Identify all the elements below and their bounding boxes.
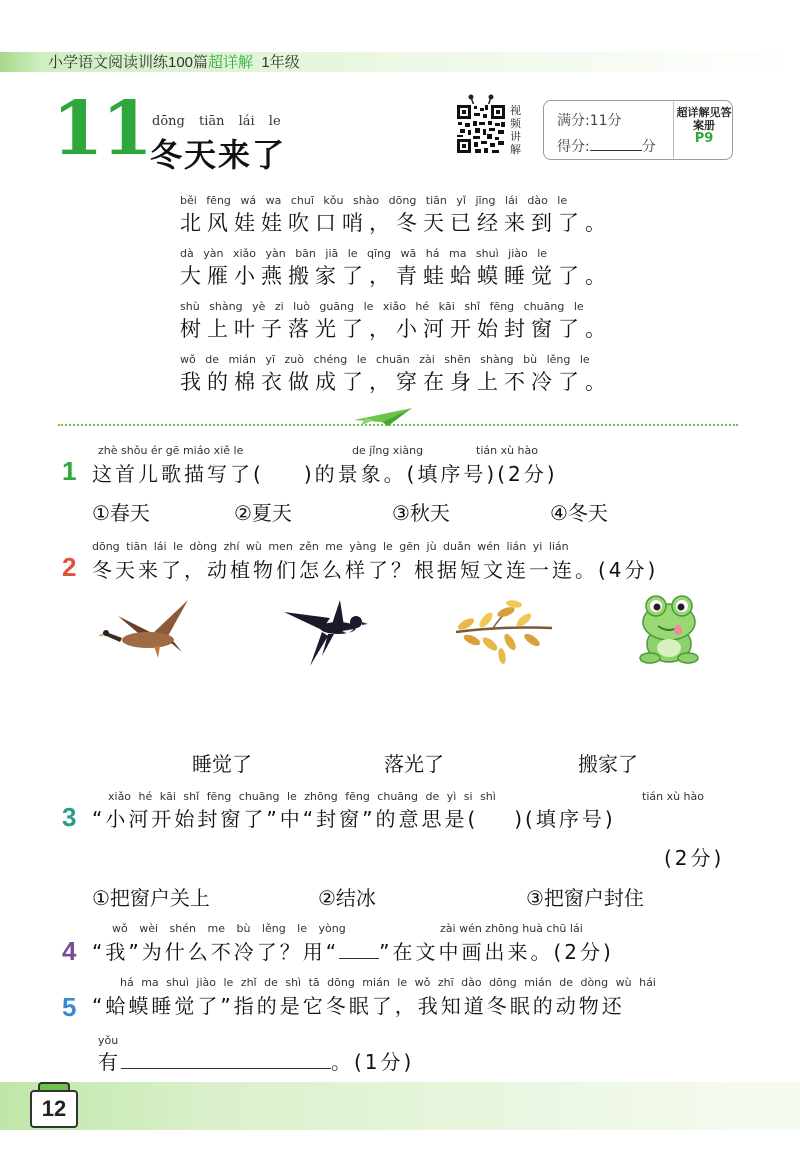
q3-text-a: “小河开始封窗了”中“封窗”的意思是(	[92, 807, 479, 831]
q5-text-b2: 。(1分)	[331, 1050, 415, 1074]
header-grade: 1年级	[261, 54, 300, 71]
header-accent: 超详解	[208, 54, 254, 71]
question-2-text: 冬天来了，动植物们怎么样了？根据短文连一连。(4分)	[92, 558, 659, 582]
poem-pinyin: wǒ de mián yī zuò chéng le chuān zài shēn shàng bù lěng le	[180, 353, 590, 366]
frog-icon	[636, 592, 702, 666]
q1-text-b: )的景象。(填序号)(2分)	[303, 462, 558, 486]
q3-text-b: )(填序号)	[514, 807, 616, 831]
question-2-number: 2	[62, 552, 77, 582]
q3-pinyin-b: tián xù hào	[642, 790, 704, 803]
q4-answer-blank[interactable]	[339, 958, 379, 959]
q2-choice-1[interactable]: 睡觉了	[192, 752, 252, 776]
score-divider	[673, 102, 674, 158]
page-number: 12	[30, 1090, 78, 1128]
q3-option-1: ①把窗户关上	[92, 886, 210, 910]
q5-pinyin-a: há ma shuì jiào le zhǐ de shì tā dōng mián le wǒ zhī dào dōng mián de dòng wù hái	[120, 976, 656, 989]
poem-line-3	[180, 300, 620, 343]
q3-option-3: ③把窗户封住	[526, 886, 644, 910]
question-4-text	[92, 936, 614, 965]
question-5-number: 5	[62, 992, 77, 1022]
q1-text-a: 这首儿歌描写了(	[92, 462, 264, 486]
score-got-label: 得分:	[557, 139, 590, 155]
q1-pinyin-c: tián xù hào	[476, 444, 538, 457]
full-score: 满分:11分	[557, 113, 622, 129]
q4-text-b: ”在文中画出来。(2分)	[379, 940, 614, 964]
qr-label: 视频讲解	[510, 104, 521, 156]
poem-text: 北风娃娃吹口哨，冬天已经来到了。	[180, 211, 612, 235]
q3-option-2: ②结冰	[318, 886, 376, 910]
q3-pinyin-a: xiǎo hé kāi shǐ fēng chuāng le zhōng fēng chuāng de yì si shì	[108, 790, 496, 803]
poem-pinyin: shù shàng yè zi luò guāng le xiǎo hé kāi shǐ fēng chuāng le	[180, 300, 584, 313]
header-title	[48, 51, 300, 72]
q2-pinyin: dōng tiān lái le dòng zhí wù men zěn me yàng le gēn jù duǎn wén lián yi lián	[92, 540, 569, 553]
question-4-number: 4	[62, 936, 77, 966]
score-got-unit: 分	[641, 139, 656, 155]
wild-goose-icon	[98, 596, 196, 662]
q2-choice-3[interactable]: 搬家了	[578, 752, 638, 776]
score-got	[557, 136, 656, 156]
question-3-number: 3	[62, 802, 77, 832]
score-blank[interactable]	[590, 150, 642, 151]
q5-text-b1: 有	[98, 1050, 121, 1074]
answer-ref	[676, 106, 732, 145]
paper-plane-icon	[352, 404, 414, 428]
lesson-title: 冬天来了	[150, 136, 287, 174]
poem-line-4	[180, 353, 620, 396]
q5-pinyin-b: yǒu	[98, 1034, 119, 1047]
poem-text: 大雁小燕搬家了，青蛙蛤蟆睡觉了。	[180, 264, 612, 288]
lesson-number: 11	[52, 86, 151, 172]
q1-pinyin-b: de jǐng xiàng	[352, 444, 424, 457]
q4-pinyin-b: zài wén zhōng huà chū lái	[440, 922, 583, 935]
q4-text-a: “我”为什么不冷了？用“	[92, 940, 340, 964]
header-book: 小学语文阅读训练100篇	[48, 54, 209, 71]
footer-strip	[0, 1082, 800, 1130]
question-5-text-2	[98, 1046, 414, 1075]
question-1-text	[92, 458, 558, 487]
poem-line-1	[180, 194, 620, 237]
question-3-text	[92, 803, 616, 832]
answer-ref-page: P9	[694, 131, 714, 146]
swallow-icon	[284, 600, 368, 666]
lesson-title-pinyin: dōng tiān lái le	[152, 114, 281, 129]
poem-pinyin: dà yàn xiǎo yàn bān jiā le qīng wā há ma shuì jiào le	[180, 247, 548, 260]
q5-answer-blank[interactable]	[121, 1068, 331, 1069]
leafy-branch-icon	[452, 598, 556, 666]
q2-choice-2[interactable]: 落光了	[384, 752, 444, 776]
qr-code-icon[interactable]	[456, 104, 506, 154]
q1-option-2: ②夏天	[234, 501, 292, 525]
poem-line-2	[180, 247, 620, 290]
q3-score: (2分)	[664, 846, 725, 870]
q1-option-1: ①春天	[92, 501, 150, 525]
q1-option-4: ④冬天	[550, 501, 608, 525]
q4-pinyin-a: wǒ wèi shén me bù lěng le yòng	[112, 922, 346, 935]
question-5-text: “蛤蟆睡觉了”指的是它冬眠了，我知道冬眠的动物还	[92, 994, 625, 1018]
q1-option-3: ③秋天	[392, 501, 450, 525]
poem-pinyin: běi fēng wá wa chuī kǒu shào dōng tiān yǐ jīng lái dào le	[180, 194, 568, 207]
poem-text: 我的棉衣做成了，穿在身上不冷了。	[180, 370, 612, 394]
answer-ref-label: 超详解见答案册	[676, 106, 732, 132]
poem-text: 树上叶子落光了，小河开始封窗了。	[180, 317, 612, 341]
q1-pinyin-a: zhè shǒu ér gē miáo xiě le	[98, 444, 244, 457]
question-1-number: 1	[62, 456, 77, 486]
